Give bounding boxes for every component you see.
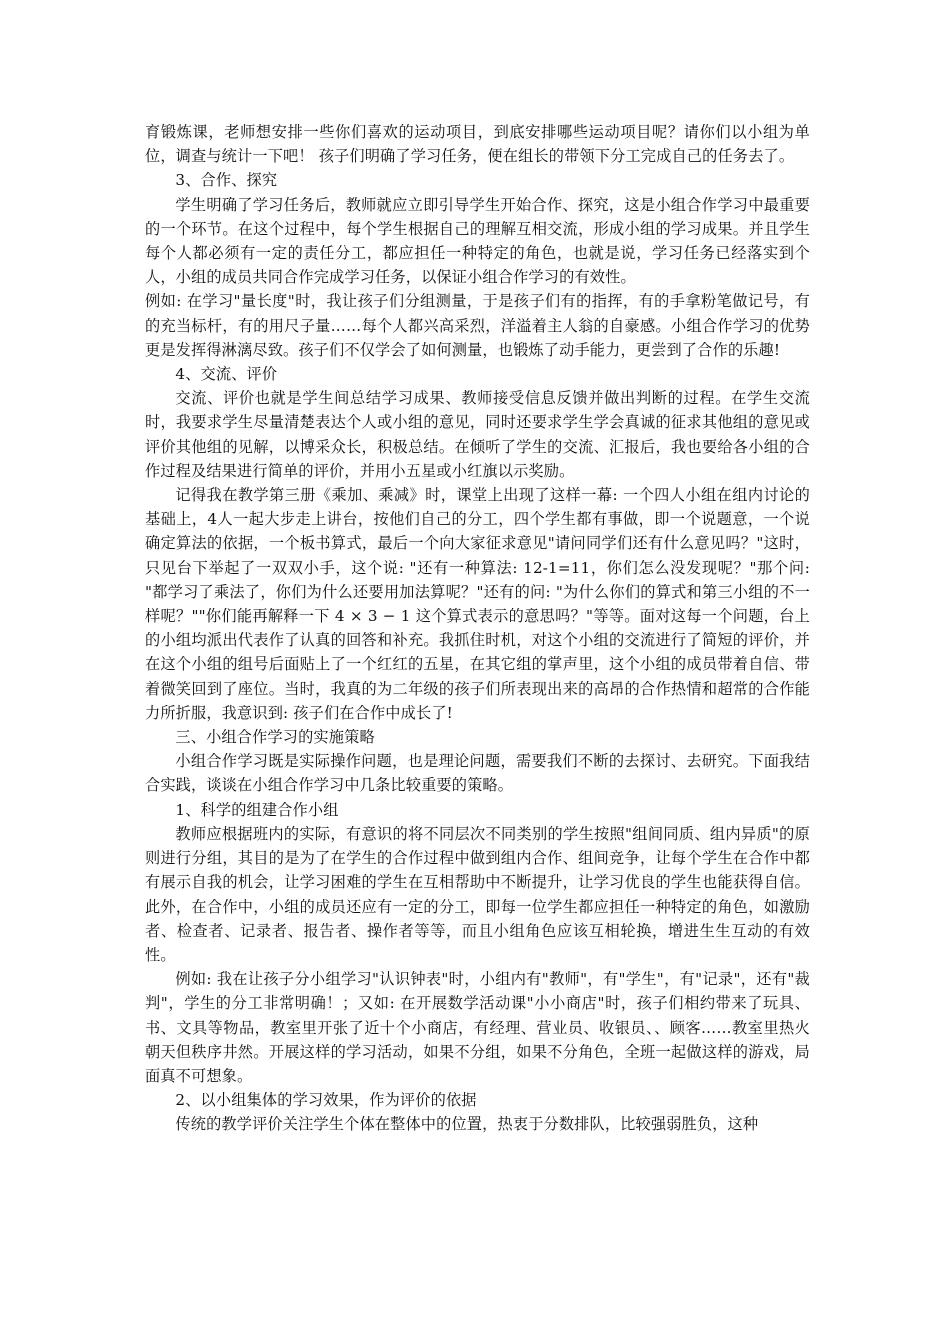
section-heading: 3、合作、探究: [175, 171, 278, 190]
paragraph: 记得我在教学第三册《乘加、乘减》时，课堂上出现了这样一幕: 一个四人小组在组内讨论的基础上，4人一起大步走上讲台，按他们自己的分工，四个学生都有事做，即一个说题意，一个说确定算法的依据，一个板书算式，最后一个向大家征求意见"请问同学们还有什么意见吗？"这时，只见台下举起了一双双小手，这个说: "还有一种算法: 12-1=11，你们怎么没发现呢？"那个问: "都学习了乘法了，你们为什么还要用加法算呢？"还有的问: "为什么你们的算式和第三小组的不一样呢？""你们能再解释一下 4 × 3 − 1 这个算式表示的意思吗？"等等。面对这每一个问题，台上的小组均派出代表作了认真的回答和补充。我抓住时机，对这个小组的交流进行了简短的评价，并在这个小组的组号后面贴上了一个红红的五星，在其它组的掌声里，这个小组的成员带着自信、带着微笑回到了座位。当时，我真的为二年级的孩子们所表现出来的高昂的合作热情和超常的合作能力所折服，我意识到: 孩子们在合作中成长了!: [145, 486, 810, 722]
paragraph: 传统的教学评价关注学生个体在整体中的位置，热衷于分数排队，比较强弱胜负，这种: [175, 1115, 759, 1134]
paragraph: 育锻炼课，老师想安排一些你们喜欢的运动项目，到底安排哪些运动项目呢？请你们以小组为单位，调查与统计一下吧！ 孩子们明确了学习任务，便在组长的带领下分工完成自己的任务去了。: [145, 123, 810, 166]
paragraph: 交流、评价也就是学生间总结学习成果、教师接受信息反馈并做出判断的过程。在学生交流时，我要求学生尽量清楚表达个人或小组的意见，同时还要求学生学会真诚的征求其他组的意见或评价其他组的见解，以博采众长，积极总结。在倾听了学生的交流、汇报后，我也要给各小组的合作过程及结果进行简单的评价，并用小五星或小红旗以示奖励。: [145, 389, 810, 480]
section-heading: 4、交流、评价: [175, 365, 278, 384]
paragraph: 小组合作学习既是实际操作问题，也是理论问题，需要我们不断的去探讨、去研究。下面我结合实践，谈谈在小组合作学习中几条比较重要的策略。: [145, 752, 810, 795]
section-heading: 三、小组合作学习的实施策略: [175, 728, 375, 747]
section-heading: 1、科学的组建合作小组: [175, 800, 339, 819]
paragraph: 学生明确了学习任务后，教师就应立即引导学生开始合作、探究，这是小组合作学习中最重要的一个环节。在这个过程中，每个学生根据自己的理解互相交流，形成小组的学习成果。并且学生每个人都必须有一定的责任分工，都应担任一种特定的角色，也就是说，学习任务已经落实到个人，小组的成员共同合作完成学习任务，以保证小组合作学习的有效性。: [145, 195, 810, 287]
paragraph: 例如: 我在让孩子分小组学习"认识钟表"时，小组内有"教师"，有"学生"，有"记录"，还有"裁判"，学生的分工非常明确！；又如: 在开展数学活动课"小小商店"时，孩子们相约带来了玩具、书、文具等物品，教室里开张了近十个小商店，有经理、营业员、收银员、、顾客……教室里热火朝天但秩序井然。开展这样的学习活动，如果不分组，如果不分角色，全班一起做这样的游戏，局面真不可想象。: [145, 970, 810, 1085]
paragraph: 教师应根据班内的实际，有意识的将不同层次不同类别的学生按照"组间同质、组内异质"的原则进行分组，其目的是为了在学生的合作过程中做到组内合作、组间竞争，让每个学生在合作中都有展示自我的机会，让学习困难的学生在互相帮助中不断提升，让学习优良的学生也能获得自信。此外，在合作中，小组的成员还应有一定的分工，即每一位学生都应担任一种特定的角色，如激励者、检查者、记录者、报告者、操作者等等，而且小组角色应该互相轮换，增进生生互动的有效性。: [145, 824, 810, 964]
paragraph: 例如: 在学习"量长度"时，我让孩子们分组测量，于是孩子们有的指挥，有的手拿粉笔做记号，有的充当标杆，有的用尺子量……每个人都兴高采烈，洋溢着主人翁的自豪感。小组合作学习的优势更是发挥得淋漓尽致。孩子们不仅学会了如何测量，也锻炼了动手能力，更尝到了合作的乐趣!: [145, 292, 810, 359]
document-body: [145, 120, 810, 1137]
section-heading: 2、以小组集体的学习效果，作为评价的依据: [175, 1091, 477, 1110]
